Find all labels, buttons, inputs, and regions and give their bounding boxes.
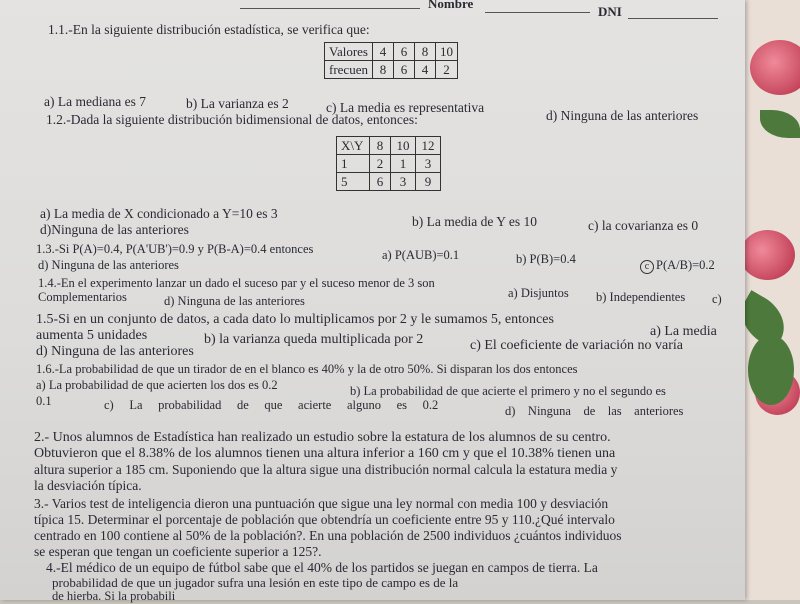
table-cell: 8 bbox=[415, 43, 436, 61]
option-d: d) Ninguna de las anteriores bbox=[505, 404, 684, 418]
table-cell: 2 bbox=[436, 61, 458, 79]
option-c: Complementarios bbox=[38, 290, 127, 304]
question-1-4-prompt: 1.4.-En el experimento lanzar un dado el suceso par y el suceso menor de 3 son bbox=[38, 276, 435, 290]
question-1-6-prompt: 1.6.-La probabilidad de que un tirador de en el blanco es 40% y la de otro 50%. Si disparan los dos entonces bbox=[36, 362, 578, 376]
option-c: c) La probabilidad de que acierte alguno es 0.2 bbox=[104, 398, 439, 412]
table-cell: 10 bbox=[391, 137, 416, 155]
option-b: b) La media de Y es 10 bbox=[412, 214, 537, 229]
option-c-text: P(A/B)=0.2 bbox=[656, 258, 715, 272]
option-c-letter: c) bbox=[712, 292, 722, 306]
frequency-table bbox=[324, 42, 458, 79]
table-cell: frecuen bbox=[325, 61, 373, 79]
option-a: a) Disjuntos bbox=[508, 286, 569, 300]
option-a: a) La probabilidad de que acierten los dos es 0.2 bbox=[36, 378, 278, 392]
problem-3-line: típica 15. Determinar el porcentaje de población que obtendría un coeficiente entre 95 y 110.¿Qué intervalo bbox=[34, 512, 615, 527]
nombre-underline bbox=[240, 8, 420, 9]
table-cell: 10 bbox=[436, 43, 458, 61]
option-b: b) la varianza queda multiplicada por 2 bbox=[204, 332, 424, 347]
dni-field-line bbox=[628, 18, 718, 19]
option-a: a) P(AUB)=0.1 bbox=[382, 248, 460, 262]
option-a-continuation: aumenta 5 unidades bbox=[36, 328, 148, 343]
problem-2-line: la desviación típica. bbox=[34, 478, 142, 493]
option-d: d) Ninguna de las anteriores bbox=[546, 108, 699, 123]
problem-2-line: 2.- Unos alumnos de Estadística han realizado un estudio sobre la estatura de los alumnos de su centro. bbox=[34, 430, 611, 445]
table-cell: 1 bbox=[337, 155, 370, 173]
question-1-5-prompt: 1.5-Si en un conjunto de datos, a cada dato lo multiplicamos por 2 y le sumamos 5, entonces bbox=[36, 312, 554, 327]
table-cell: 2 bbox=[370, 155, 391, 173]
table-cell: 5 bbox=[337, 173, 370, 191]
option-c: c) la covarianza es 0 bbox=[588, 218, 699, 233]
option-d: d)Ninguna de las anteriores bbox=[40, 222, 189, 237]
option-d: d) Ninguna de las anteriores bbox=[164, 294, 305, 308]
option-b: b) Independientes bbox=[596, 290, 686, 304]
problem-2-line: Obtuvieron que el 8.38% de los alumnos tienen una altura inferior a 160 cm y que el 10.38% tienen una bbox=[34, 446, 616, 461]
option-c: c) El coeficiente de variación no varía bbox=[470, 338, 683, 353]
nombre-label: Nombre bbox=[428, 0, 474, 11]
bivariate-table bbox=[336, 136, 441, 191]
question-1-3-prompt: 1.3.-Si P(A)=0.4, P(A'UB')=0.9 y P(B-A)=0.4 entonces bbox=[36, 242, 314, 256]
option-b: b) P(B)=0.4 bbox=[516, 252, 576, 266]
table-cell: 12 bbox=[416, 137, 441, 155]
answer-circle-mark: c bbox=[640, 260, 654, 274]
option-a: a) La media de X condicionado a Y=10 es 3 bbox=[40, 206, 278, 221]
rose-decoration bbox=[740, 230, 795, 280]
table-cell: 6 bbox=[370, 173, 391, 191]
table-cell: X\Y bbox=[337, 137, 370, 155]
option-a: a) La media bbox=[650, 324, 717, 339]
dni-label: DNI bbox=[598, 4, 622, 19]
option-b: b) La probabilidad de que acierte el primero y no el segundo es bbox=[350, 384, 666, 398]
problem-4-line: de hierba. Si la probabili bbox=[52, 589, 176, 603]
problem-2-line: altura superior a 185 cm. Suponiendo que la altura sigue una distribución normal calcula la estatura media y bbox=[34, 462, 618, 477]
table-cell: 8 bbox=[370, 137, 391, 155]
option-d: d) Ninguna de las anteriores bbox=[38, 258, 179, 272]
table-cell: 4 bbox=[415, 61, 436, 79]
question-1-2-prompt: 1.2.-Dada la siguiente distribución bidimensional de datos, entonces: bbox=[46, 112, 418, 127]
table-cell: 3 bbox=[391, 173, 416, 191]
option-d: d) Ninguna de las anteriores bbox=[36, 344, 194, 359]
table-cell: 6 bbox=[394, 43, 415, 61]
problem-4-line: 4.-El médico de un equipo de fútbol sabe que el 40% de los partidos se juegan en campos de tierra. La bbox=[46, 560, 598, 575]
table-cell: 9 bbox=[416, 173, 441, 191]
table-cell: 4 bbox=[373, 43, 394, 61]
option-c-selected bbox=[640, 258, 715, 274]
rose-decoration bbox=[750, 40, 800, 95]
leaf-decoration bbox=[748, 335, 794, 405]
leaf-decoration bbox=[760, 110, 800, 138]
option-b-continuation: 0.1 bbox=[36, 394, 52, 408]
table-cell: Valores bbox=[325, 43, 373, 61]
problem-3-line: centrado en 100 contiene al 50% de la población?. En una población de 2500 individuos ¿cuántos individuos bbox=[34, 528, 622, 543]
problem-3-line: se esperan que tengan un coeficiente superior a 125?. bbox=[34, 544, 322, 559]
problem-4-line: probabilidad de que un jugador sufra una lesión en este tipo de campo es de la bbox=[52, 575, 459, 590]
table-cell: 6 bbox=[394, 61, 415, 79]
option-a: a) La mediana es 7 bbox=[44, 94, 146, 109]
table-cell: 8 bbox=[373, 61, 394, 79]
problem-3-line: 3.- Varios test de inteligencia dieron una puntuación que sigue una ley normal con media 100 y desviación bbox=[34, 496, 609, 511]
option-b: b) La varianza es 2 bbox=[186, 96, 289, 111]
table-cell: 3 bbox=[416, 155, 441, 173]
table-cell: 1 bbox=[391, 155, 416, 173]
option-c: c) La media es representativa bbox=[326, 100, 485, 115]
question-1-1-prompt: 1.1.-En la siguiente distribución estadística, se verifica que: bbox=[48, 22, 370, 37]
nombre-field-line bbox=[485, 12, 590, 13]
